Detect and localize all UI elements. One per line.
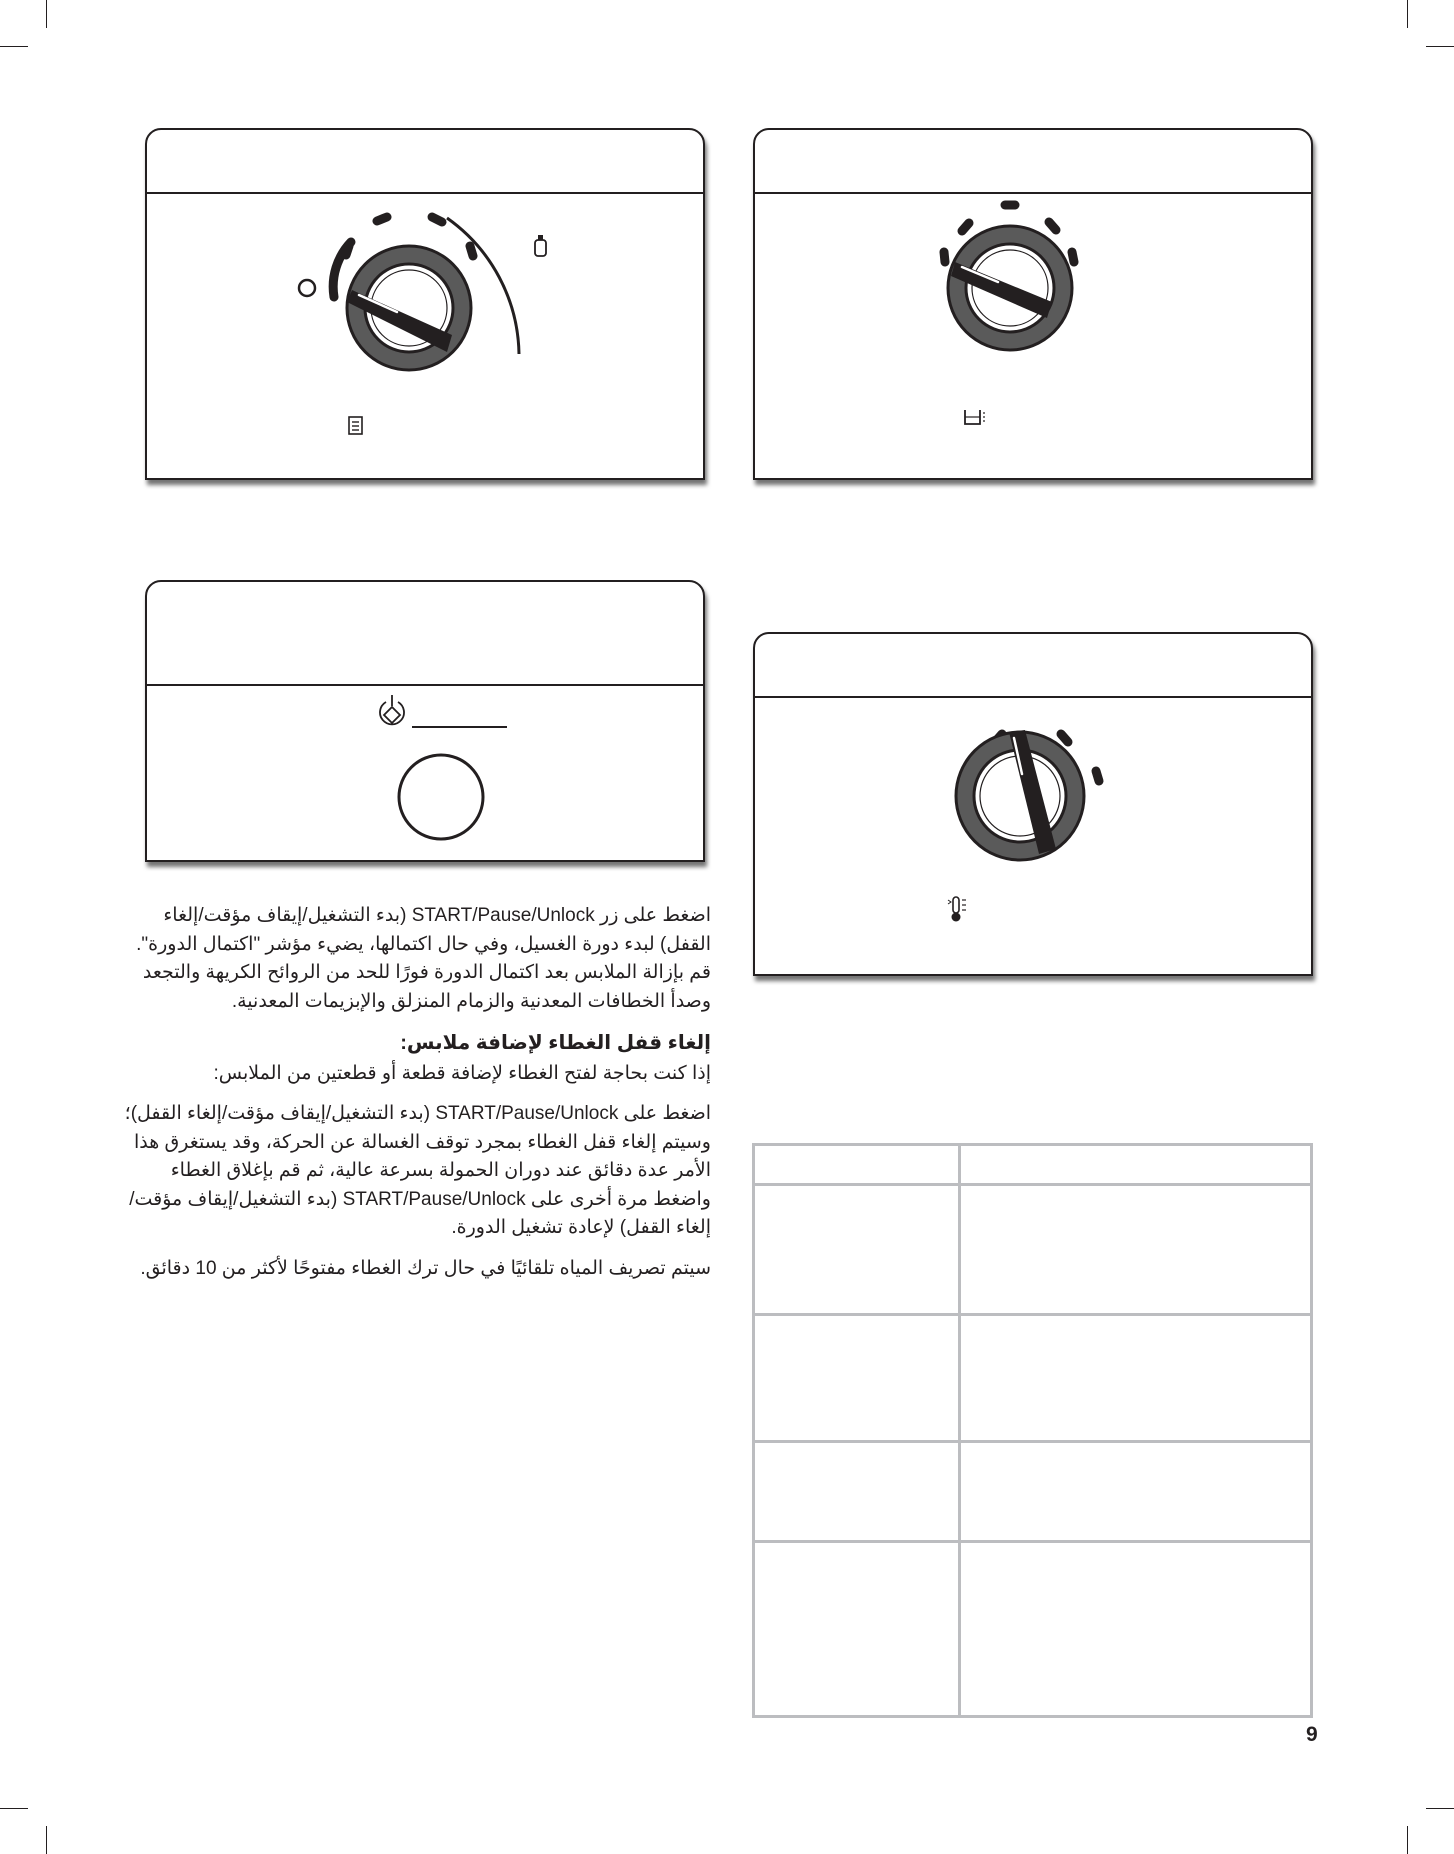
knob-illustration [755, 130, 1311, 478]
table-row [754, 1145, 1312, 1185]
temperature-knob[interactable] [956, 730, 1099, 860]
table-row [754, 1542, 1312, 1717]
table-cell [960, 1185, 1312, 1315]
table-cell [754, 1185, 960, 1315]
control-panel-cycle-knob [145, 128, 705, 480]
water-level-knob[interactable] [944, 205, 1074, 350]
heading-text: إلغاء قفل الغطاء لإضافة ملابس: [400, 1032, 711, 1054]
cycle-status-icon [349, 417, 362, 434]
indicator-light-icon [299, 280, 315, 296]
crop-mark [1426, 1808, 1454, 1809]
table-cell [754, 1442, 960, 1542]
table-cell [754, 1145, 960, 1185]
water-level-icon [965, 410, 984, 424]
detergent-bottle-icon [535, 235, 546, 256]
cycle-knob[interactable] [333, 217, 473, 370]
crop-mark [0, 1808, 28, 1809]
table-cell [960, 1542, 1312, 1717]
instructions-paragraph-unlock [121, 1081, 711, 1262]
power-illustration [147, 582, 703, 860]
table-cell [754, 1315, 960, 1442]
thermometer-icon [948, 897, 966, 922]
knob-illustration [147, 130, 703, 478]
table-cell [754, 1542, 960, 1717]
crop-mark [46, 1826, 47, 1854]
body-text: سيتم تصريف المياه تلقائيًا في حال ترك الغطاء مفتوحًا لأكثر من 10 دقائق. [140, 1258, 711, 1279]
knob-illustration [755, 634, 1311, 974]
crop-mark [1426, 46, 1454, 47]
control-panel-power [145, 580, 705, 862]
page-number: 9 [1306, 1723, 1318, 1746]
crop-mark [46, 0, 47, 28]
crop-mark [1407, 0, 1408, 28]
table-cell [960, 1315, 1312, 1442]
table-cell [960, 1145, 1312, 1185]
power-button[interactable] [399, 755, 483, 839]
table-cell [960, 1442, 1312, 1542]
power-icon [380, 695, 404, 724]
body-text: اضغط على START/Pause/Unlock (بدء التشغيل/إيقاف مؤقت/إلغاء القفل)؛ وسيتم إلغاء قفل الغطاء بمجرد توقف الغسالة عن الحركة، وقد يستغرق هذا الأمر عدة دقائق عند دوران الحمولة بسرعة عالية، ثم قم بإغلاق الغطاء واضغط مرة أخرى على START/Pause/Unlock (بدء التشغيل/إيقاف مؤقت/إلغاء القفل) لإعادة تشغيل الدورة. [124, 1103, 711, 1238]
control-panel-water-level [753, 128, 1313, 480]
table-row [754, 1442, 1312, 1542]
control-panel-temperature [753, 632, 1313, 976]
body-text: اضغط على زر START/Pause/Unlock (بدء التشغيل/إيقاف مؤقت/إلغاء القفل) لبدء دورة الغسيل، وفي حال اكتمالها، يضيء مؤشر "اكتمال الدورة". قم بإزالة الملابس بعد اكتمال الدورة فورًا للحد من الروائح الكريهة والتجعد وصدأ الخطافات المعدنية والزمام المنزلق والإبزيمات المعدنية. [136, 905, 711, 1012]
crop-mark [1407, 1826, 1408, 1854]
body-text: إذا كنت بحاجة لفتح الغطاء لإضافة قطعة أو قطعتين من الملابس: [213, 1063, 711, 1084]
settings-table [752, 1143, 1313, 1718]
table-row [754, 1315, 1312, 1442]
table-row [754, 1185, 1312, 1315]
instructions-paragraph-drain [121, 1236, 711, 1303]
crop-mark [0, 46, 28, 47]
